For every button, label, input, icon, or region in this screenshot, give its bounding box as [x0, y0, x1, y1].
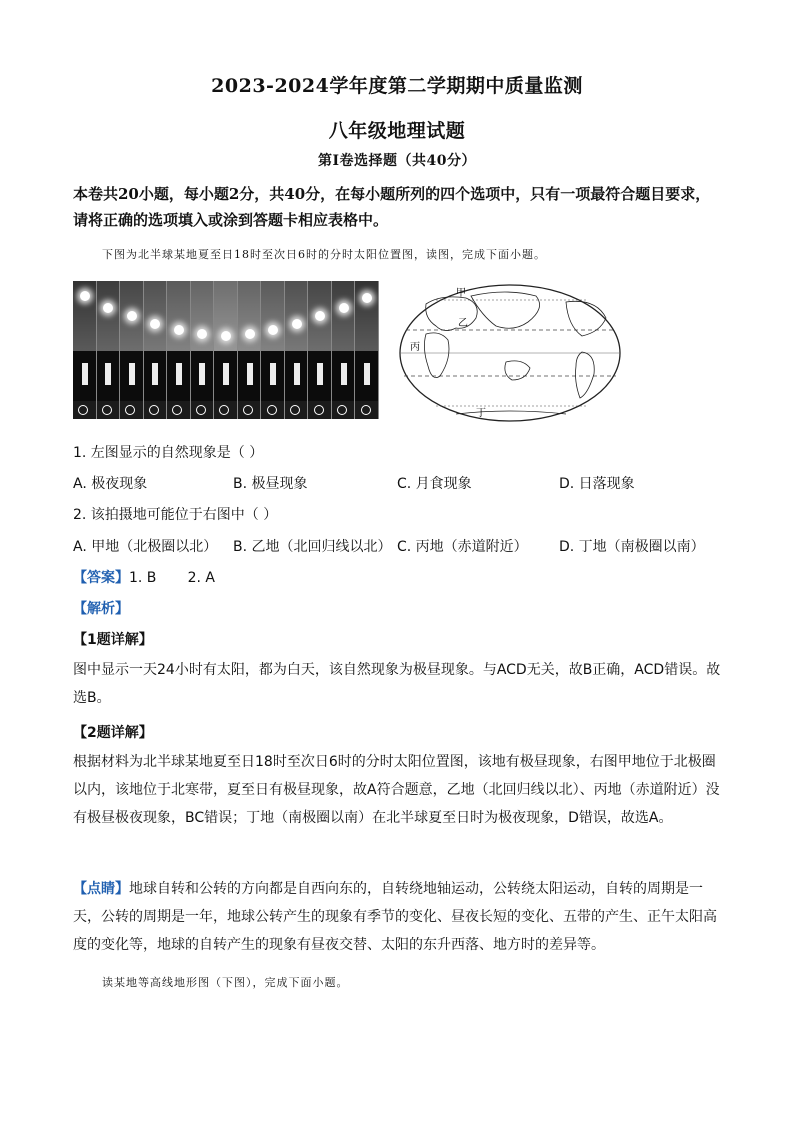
sun-icon	[221, 331, 231, 341]
q1-option-b: B. 极昼现象	[233, 476, 308, 492]
clock-icon	[314, 405, 324, 415]
clock-icon	[102, 405, 112, 415]
question-lead: 下图为北半球某地夏至日18时至次日6时的分时太阳位置图，读图，完成下面小题。	[102, 248, 546, 261]
instructions: 本卷共20小题，每小题2分，共40分，在每小题所列的四个选项中，只有一项最符合题目要求，请将正确的选项填入或涂到答题卡相应表格中。	[73, 185, 711, 229]
q2-option-b: B. 乙地（北回归线以北）	[233, 539, 392, 555]
tip-text: 地球自转和公转的方向都是自西向东的，自转绕地轴运动，公转绕太阳运动，自转的周期是一天，公转的周期是一年，地球公转产生的现象有季节的变化、昼夜长短的变化、五带的产生、正午太阳高度的变化等，地球的自转产生的现象有昼夜交替、太阳的东升西落、地方时的差异等。	[73, 881, 717, 953]
exam-subtitle: 八年级地理试题	[328, 120, 466, 142]
map-label-jia: 甲	[456, 288, 466, 299]
sun-reflection	[82, 363, 88, 385]
answer-tag: 【答案】	[73, 570, 129, 586]
detail-2-text: 根据材料为北半球某地夏至日18时至次日6时的分时太阳位置图，该地有极昼现象，右图甲地位于北极圈以内，该地位于北寒带，夏至日有极昼现象，故A符合题意，乙地（北回归线以北）、丙地（赤道附近）没有极昼极夜现象，BC错误；丁地（南极圈以南）在北半球夏至日时为极夜现象，D错误，故选A。	[73, 754, 720, 826]
clock-icon	[243, 405, 253, 415]
sun-reflection	[270, 363, 276, 385]
question-2-stem: 2. 该拍摄地可能位于右图中（ ）	[73, 507, 278, 523]
clock-icon	[196, 405, 206, 415]
photo-frame	[355, 281, 379, 419]
detail-1-text: 图中显示一天24小时有太阳，都为白天，该自然现象为极昼现象。与ACD无关，故B正确，ACD错误。故选B。	[73, 662, 721, 706]
photo-frame	[332, 281, 356, 419]
photo-frame	[73, 281, 97, 419]
tip-block	[73, 875, 723, 959]
clock-icon	[219, 405, 229, 415]
frame-sky	[285, 281, 308, 351]
sun-reflection	[152, 363, 158, 385]
photo-frame	[261, 281, 285, 419]
sun-reflection	[199, 363, 205, 385]
sun-icon	[292, 319, 302, 329]
map-label-bing: 丙	[410, 342, 420, 353]
analysis-tag: 【解析】	[73, 601, 129, 617]
sun-reflection	[176, 363, 182, 385]
clock-icon	[267, 405, 277, 415]
sun-reflection	[247, 363, 253, 385]
photo-frame	[167, 281, 191, 419]
answer-text: 1. B 2. A	[129, 570, 215, 586]
photo-frame	[120, 281, 144, 419]
sun-reflection	[364, 363, 370, 385]
sun-icon	[268, 325, 278, 335]
frame-sky	[191, 281, 214, 351]
clock-icon	[337, 405, 347, 415]
frame-sky	[261, 281, 284, 351]
sun-icon	[174, 325, 184, 335]
frame-sky	[355, 281, 378, 351]
frame-sky	[332, 281, 355, 351]
clock-icon	[172, 405, 182, 415]
frame-sky	[97, 281, 120, 351]
answer-line	[73, 567, 215, 587]
q2-option-d: D. 丁地（南极圈以南）	[559, 539, 705, 555]
clock-icon	[78, 405, 88, 415]
sun-reflection	[223, 363, 229, 385]
section-heading: 第Ⅰ卷选择题（共40分）	[317, 153, 477, 169]
frame-sky	[167, 281, 190, 351]
question-1-stem: 1. 左图显示的自然现象是（ ）	[73, 445, 264, 461]
detail-2-heading: 【2题详解】	[73, 725, 153, 741]
q1-option-d: D. 日落现象	[559, 476, 635, 492]
next-question-lead: 读某地等高线地形图（下图），完成下面小题。	[102, 976, 349, 989]
q2-option-c: C. 丙地（赤道附近）	[397, 539, 528, 555]
frame-sky	[144, 281, 167, 351]
detail-1-heading: 【1题详解】	[73, 632, 153, 648]
sun-icon	[339, 303, 349, 313]
frame-sky	[238, 281, 261, 351]
photo-frame	[144, 281, 168, 419]
sun-reflection	[294, 363, 300, 385]
q2-option-a: A. 甲地（北极圈以北）	[73, 539, 218, 555]
photo-frame	[285, 281, 309, 419]
photo-frame	[191, 281, 215, 419]
photo-frame	[214, 281, 238, 419]
photo-frame	[238, 281, 262, 419]
map-label-yi: 乙	[458, 318, 468, 329]
sun-position-photo	[73, 281, 379, 419]
sun-reflection	[129, 363, 135, 385]
q1-option-c: C. 月食现象	[397, 476, 472, 492]
sun-icon	[80, 291, 90, 301]
exam-title: 2023-2024学年度第二学期期中质量监测	[211, 75, 583, 97]
tip-tag: 【点睛】	[73, 881, 129, 897]
sun-icon	[245, 329, 255, 339]
clock-icon	[290, 405, 300, 415]
sun-reflection	[317, 363, 323, 385]
photo-frame	[308, 281, 332, 419]
sun-reflection	[341, 363, 347, 385]
sun-icon	[127, 311, 137, 321]
clock-icon	[361, 405, 371, 415]
clock-icon	[125, 405, 135, 415]
photo-frame	[97, 281, 121, 419]
world-map	[396, 282, 624, 424]
sun-reflection	[105, 363, 111, 385]
clock-icon	[149, 405, 159, 415]
map-label-ding: 丁	[476, 408, 486, 419]
q1-option-a: A. 极夜现象	[73, 476, 148, 492]
